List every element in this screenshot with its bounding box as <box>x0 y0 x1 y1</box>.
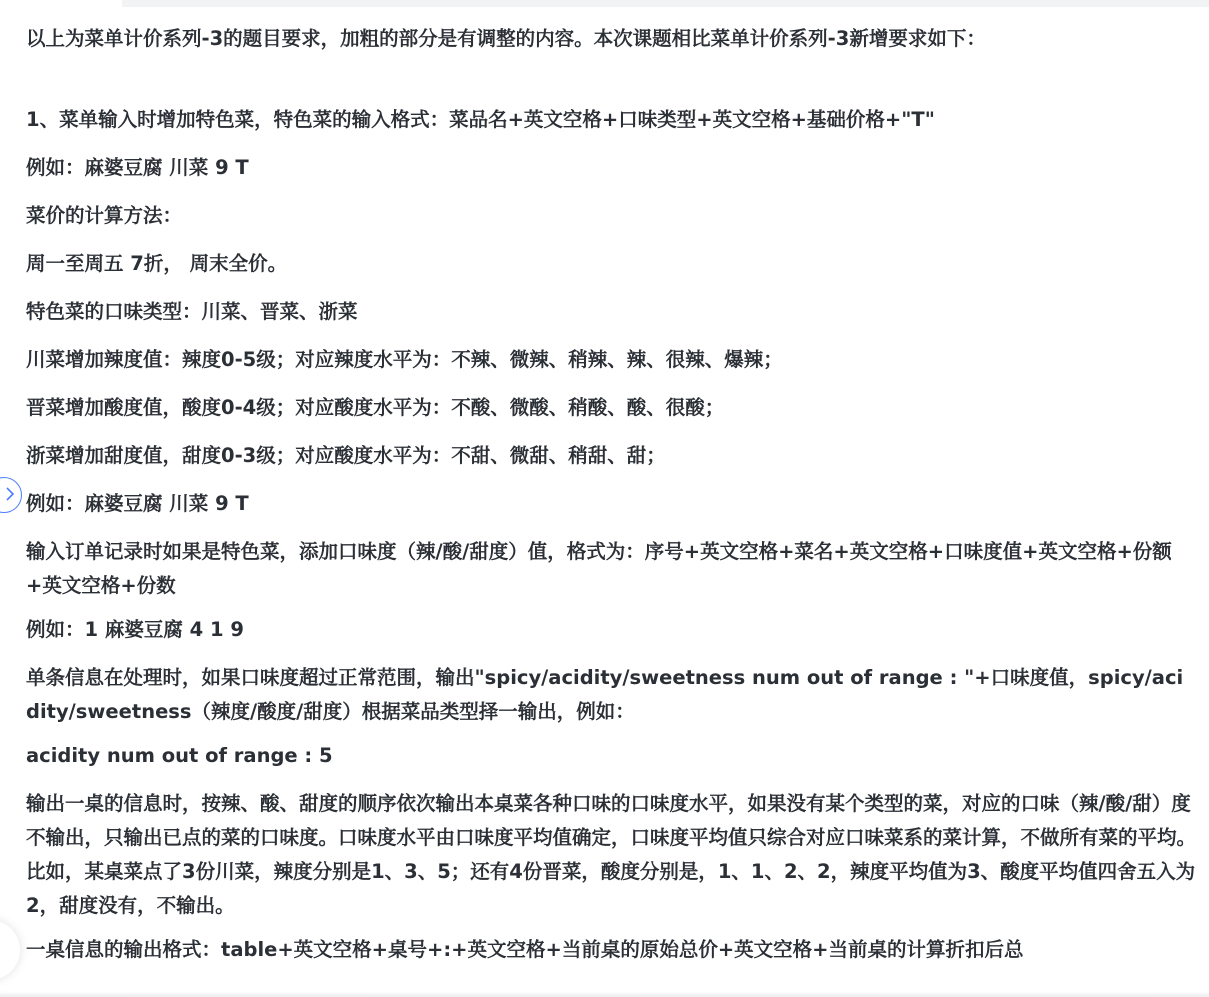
table-flavor-output-rule: 输出一桌的信息时，按辣、酸、甜度的顺序依次输出本桌菜各种口味的口味度水平，如果没有某个类型的菜，对应的口味（辣/酸/甜）度不输出，只输出已点的菜的口味度。口味度水平由口味度平均值确定，口味度平均值只综合对应口味菜系的菜计算，不做所有菜的平均。比如，某桌菜点了3份川菜，辣度分别是1、3、5；还有4份晋菜，酸度分别是，1、1、2、2，辣度平均值为3、酸度平均值四舍五入为2，甜度没有，不输出。 <box>26 792 1197 917</box>
out-of-range-example: acidity num out of range : 5 <box>26 744 333 767</box>
flavor-types: 特色菜的口味类型：川菜、晋菜、浙菜 <box>26 300 358 323</box>
sichuan-spicy-rule: 川菜增加辣度值：辣度0-5级；对应辣度水平为：不辣、微辣、稍辣、辣、很辣、爆辣； <box>26 348 783 371</box>
bottom-edge-shadow <box>0 991 1209 997</box>
out-of-range-rule: 单条信息在处理时，如果口味度超过正常范围，输出"spicy/acidity/sweetness num out of range : "+口味度值，spicy/acidity/sweetness（辣度/酸度/甜度）根据菜品类型择一输出，例如： <box>26 666 1184 723</box>
floating-action-button[interactable] <box>0 920 20 980</box>
expand-sidebar-button[interactable] <box>0 477 22 513</box>
intro-paragraph: 以上为菜单计价系列-3的题目要求，加粗的部分是有调整的内容。本次课题相比菜单计价系列-3新增要求如下： <box>26 27 986 50</box>
shanxi-acidity-rule: 晋菜增加酸度值，酸度0-4级；对应酸度水平为：不酸、微酸、稍酸、酸、很酸； <box>26 396 725 419</box>
requirement-special-dish-format: 1、菜单输入时增加特色菜，特色菜的输入格式：菜品名+英文空格+口味类型+英文空格+基础价格+"T" <box>26 108 935 131</box>
zhejiang-sweetness-rule: 浙菜增加甜度值，甜度0-3级；对应酸度水平为：不甜、微甜、稍甜、甜； <box>26 444 666 467</box>
chevron-right-icon <box>5 486 15 505</box>
price-calc-heading: 菜价的计算方法： <box>26 204 183 227</box>
discount-rule: 周一至周五 7折， 周末全价。 <box>26 252 288 275</box>
top-toolbar-strip <box>122 0 1209 7</box>
order-record-format: 输入订单记录时如果是特色菜，添加口味度（辣/酸/甜度）值，格式为：序号+英文空格+菜名+英文空格+口味度值+英文空格+份额+英文空格+份数 <box>26 540 1172 597</box>
document-body <box>26 22 1196 981</box>
example-line: 例如：麻婆豆腐 川菜 9 T <box>26 156 249 179</box>
example-line: 例如：1 麻婆豆腐 4 1 9 <box>26 618 244 641</box>
table-output-format: 一桌信息的输出格式：table+英文空格+桌号+:+英文空格+当前桌的原始总价+英文空格+当前桌的计算折扣后总 <box>26 938 1024 961</box>
example-line: 例如：麻婆豆腐 川菜 9 T <box>26 492 249 515</box>
